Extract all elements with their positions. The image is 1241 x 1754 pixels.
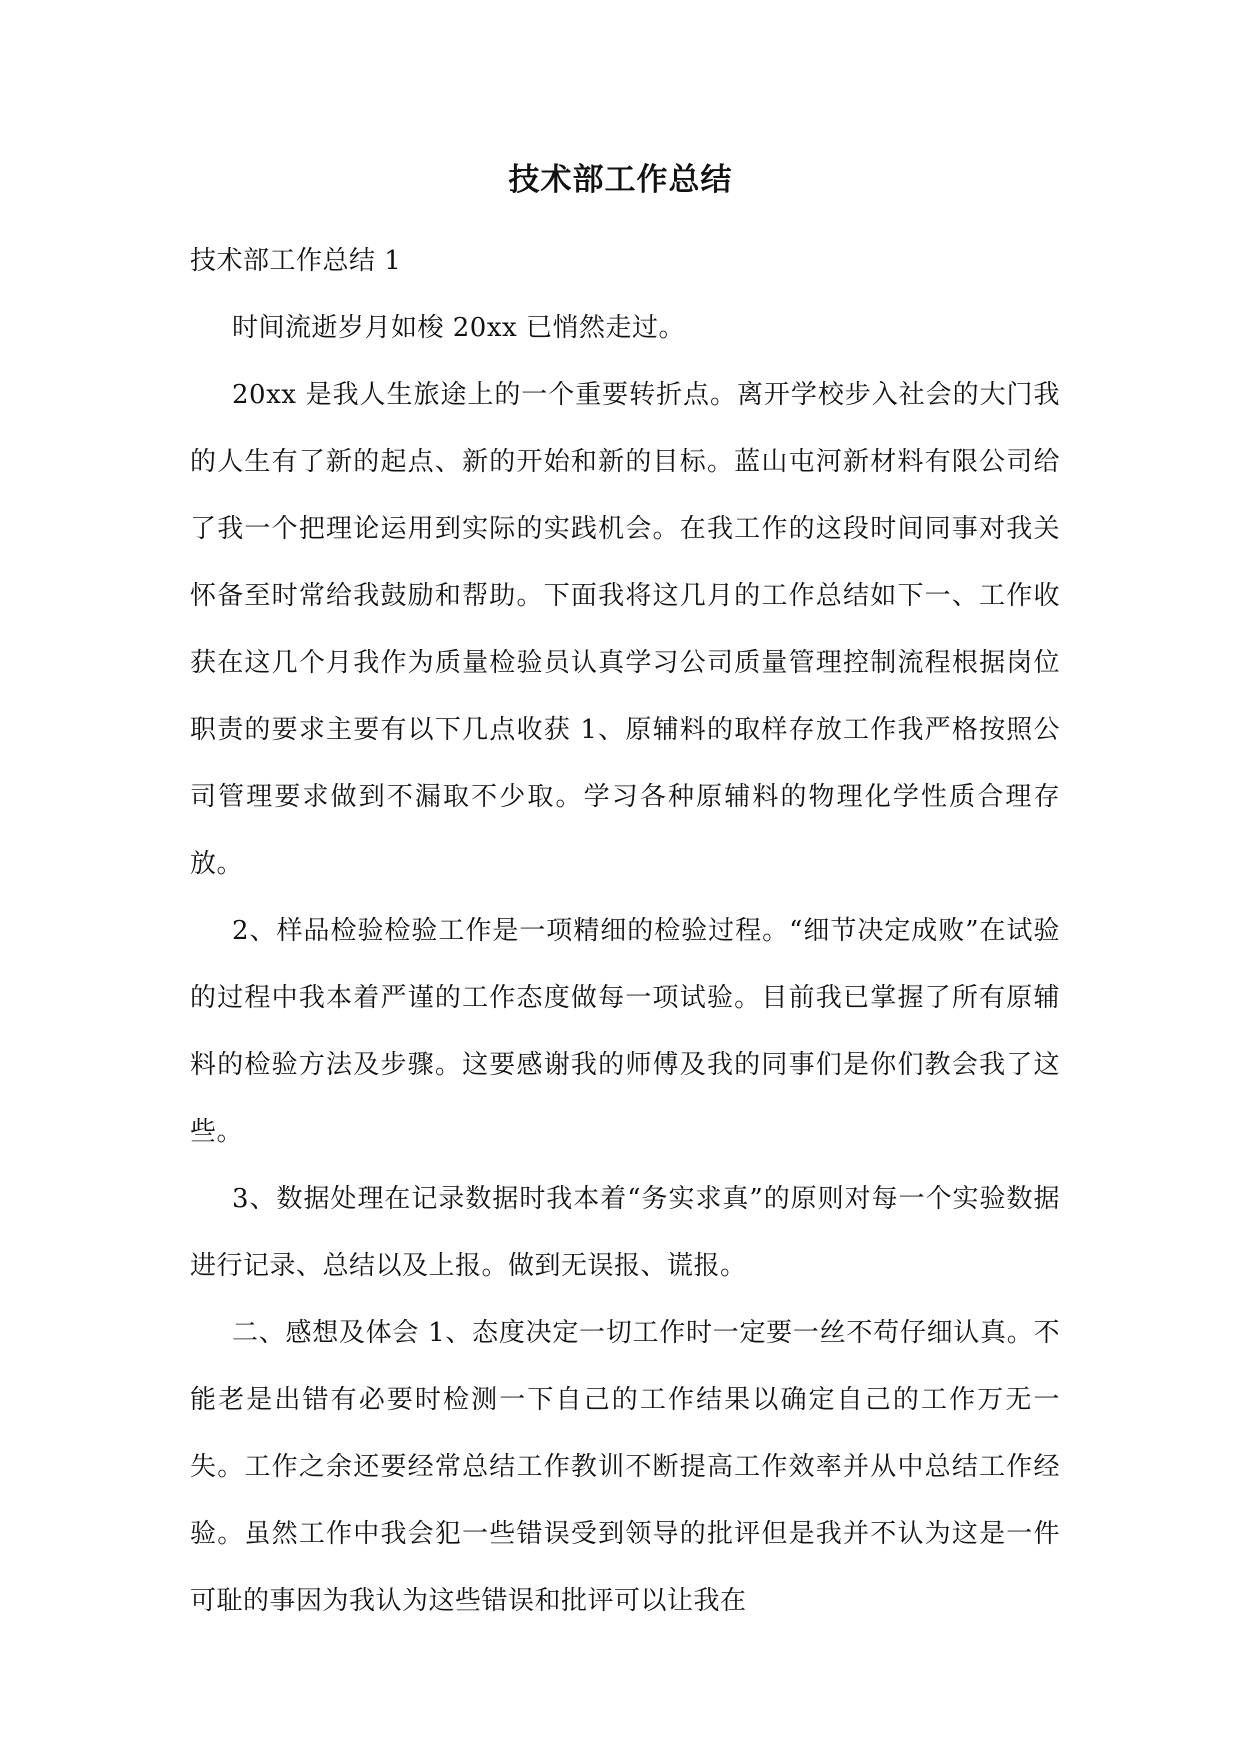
document-title: 技术部工作总结: [508, 162, 733, 198]
paragraph-4: 3、数据处理在记录数据时我本着“务实求真”的原则对每一个实验数据进行记录、总结以及上报。做到无误报、谎报。: [190, 1184, 1060, 1281]
section-heading: 技术部工作总结 1: [190, 246, 402, 276]
paragraph-3: 2、样品检验检验工作是一项精细的检验过程。“细节决定成败”在试验的过程中我本着严谨的工作态度做每一项试验。目前我已掌握了所有原辅料的检验方法及步骤。这要感谢我的师傅及我的同事们是你们教会我了这些。: [190, 916, 1060, 1147]
document-body: [190, 228, 1060, 1635]
paragraph-5: 二、感想及体会 1、态度决定一切工作时一定要一丝不苟仔细认真。不能老是出错有必要时检测一下自己的工作结果以确定自己的工作万无一失。工作之余还要经常总结工作教训不断提高工作效率并从中总结工作经验。虽然工作中我会犯一些错误受到领导的批评但是我并不认为这是一件可耻的事因为我认为这些错误和批评可以让我在: [190, 1318, 1060, 1616]
paragraph-1: 时间流逝岁月如梭 20xx 已悄然走过。: [232, 313, 685, 343]
paragraph-2: 20xx 是我人生旅途上的一个重要转折点。离开学校步入社会的大门我的人生有了新的起点、新的开始和新的目标。蓝山屯河新材料有限公司给了我一个把理论运用到实际的实践机会。在我工作的这段时间同事对我关怀备至时常给我鼓励和帮助。下面我将这几月的工作总结如下一、工作收获在这几个月我作为质量检验员认真学习公司质量管理控制流程根据岗位职责的要求主要有以下几点收获 1、原辅料的取样存放工作我严格按照公司管理要求做到不漏取不少取。学习各种原辅料的物理化学性质合理存放。: [190, 380, 1060, 879]
